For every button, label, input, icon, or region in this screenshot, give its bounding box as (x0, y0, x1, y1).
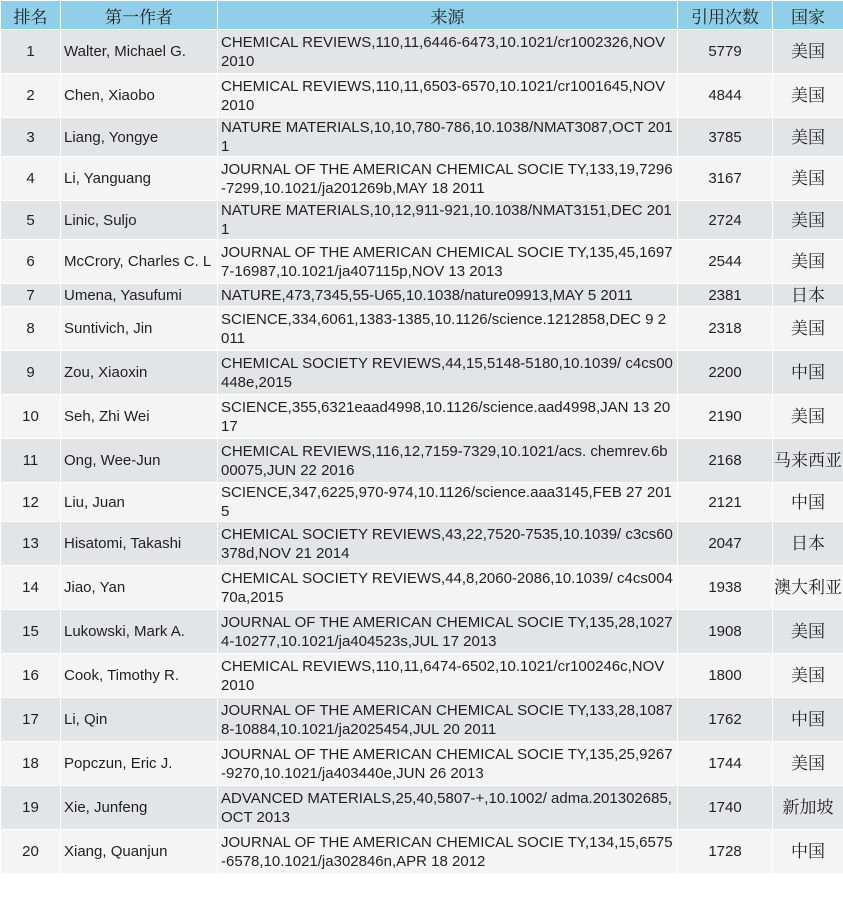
rank-cell: 5 (1, 201, 61, 240)
citation-count-cell: 1908 (678, 610, 773, 654)
country-cell: 中国 (773, 483, 843, 522)
table-row (1, 74, 843, 118)
citation-count-cell: 1800 (678, 654, 773, 698)
source-cell: JOURNAL OF THE AMERICAN CHEMICAL SOCIE TY,135,25,9267-9270,10.1021/ja403440e,JUN 26 2013 (218, 742, 678, 786)
source-cell: CHEMICAL REVIEWS,110,11,6503-6570,10.1021/cr1001645,NOV 2010 (218, 74, 678, 118)
first-author-cell: Umena, Yasufumi (61, 284, 218, 307)
first-author-cell: Zou, Xiaoxin (61, 351, 218, 395)
first-author-cell: Lukowski, Mark A. (61, 610, 218, 654)
country-cell: 美国 (773, 201, 843, 240)
table-row (1, 284, 843, 307)
source-cell: JOURNAL OF THE AMERICAN CHEMICAL SOCIE TY,135,45,16977-16987,10.1021/ja407115p,NOV 13 2013 (218, 240, 678, 284)
table-row (1, 30, 843, 74)
country-cell: 美国 (773, 74, 843, 118)
source-cell: CHEMICAL SOCIETY REVIEWS,44,8,2060-2086,10.1039/ c4cs00470a,2015 (218, 566, 678, 610)
table-row (1, 742, 843, 786)
source-cell: SCIENCE,355,6321eaad4998,10.1126/science.aad4998,JAN 13 2017 (218, 395, 678, 439)
rank-cell: 9 (1, 351, 61, 395)
source-cell: ADVANCED MATERIALS,25,40,5807-+,10.1002/ adma.201302685,OCT 2013 (218, 786, 678, 830)
source-cell: JOURNAL OF THE AMERICAN CHEMICAL SOCIE TY,133,19,7296-7299,10.1021/ja201269b,MAY 18 2011 (218, 157, 678, 201)
citation-count-cell: 1938 (678, 566, 773, 610)
first-author-cell: Suntivich, Jin (61, 307, 218, 351)
citation-count-cell: 5779 (678, 30, 773, 74)
citation-count-cell: 3167 (678, 157, 773, 201)
table-body (1, 30, 843, 874)
rank-cell: 12 (1, 483, 61, 522)
first-author-cell: Li, Yanguang (61, 157, 218, 201)
table-row (1, 786, 843, 830)
rank-cell: 20 (1, 830, 61, 874)
country-cell: 美国 (773, 395, 843, 439)
country-cell: 中国 (773, 830, 843, 874)
first-author-cell: Seh, Zhi Wei (61, 395, 218, 439)
source-cell: CHEMICAL SOCIETY REVIEWS,43,22,7520-7535,10.1039/ c3cs60378d,NOV 21 2014 (218, 522, 678, 566)
source-cell: SCIENCE,347,6225,970-974,10.1126/science.aaa3145,FEB 27 2015 (218, 483, 678, 522)
citation-count-cell: 2190 (678, 395, 773, 439)
rank-cell: 7 (1, 284, 61, 307)
first-author-cell: Ong, Wee-Jun (61, 439, 218, 483)
source-cell: CHEMICAL REVIEWS,110,11,6446-6473,10.1021/cr1002326,NOV 2010 (218, 30, 678, 74)
citation-count-cell: 1740 (678, 786, 773, 830)
table-row (1, 351, 843, 395)
country-cell: 美国 (773, 610, 843, 654)
first-author-cell: Xie, Junfeng (61, 786, 218, 830)
country-cell: 中国 (773, 351, 843, 395)
table-row (1, 566, 843, 610)
rank-cell: 17 (1, 698, 61, 742)
table-row (1, 157, 843, 201)
citation-count-cell: 1762 (678, 698, 773, 742)
rank-cell: 4 (1, 157, 61, 201)
source-cell: CHEMICAL REVIEWS,110,11,6474-6502,10.1021/cr100246c,NOV 2010 (218, 654, 678, 698)
source-cell: NATURE MATERIALS,10,10,780-786,10.1038/NMAT3087,OCT 2011 (218, 118, 678, 157)
table-header (1, 1, 843, 30)
header-rank: 排名 (1, 1, 61, 30)
citation-count-cell: 2381 (678, 284, 773, 307)
country-cell: 日本 (773, 522, 843, 566)
source-cell: JOURNAL OF THE AMERICAN CHEMICAL SOCIE TY,133,28,10878-10884,10.1021/ja2025454,JUL 20 2011 (218, 698, 678, 742)
country-cell: 中国 (773, 698, 843, 742)
first-author-cell: Li, Qin (61, 698, 218, 742)
citation-count-cell: 2200 (678, 351, 773, 395)
first-author-cell: Cook, Timothy R. (61, 654, 218, 698)
table-row (1, 522, 843, 566)
first-author-cell: Walter, Michael G. (61, 30, 218, 74)
source-cell: JOURNAL OF THE AMERICAN CHEMICAL SOCIE TY,135,28,10274-10277,10.1021/ja404523s,JUL 17 2013 (218, 610, 678, 654)
table-row (1, 118, 843, 157)
source-cell: SCIENCE,334,6061,1383-1385,10.1126/science.1212858,DEC 9 2011 (218, 307, 678, 351)
rank-cell: 14 (1, 566, 61, 610)
citation-count-cell: 4844 (678, 74, 773, 118)
header-first-author: 第一作者 (61, 1, 218, 30)
rank-cell: 2 (1, 74, 61, 118)
rank-cell: 11 (1, 439, 61, 483)
citation-count-cell: 1744 (678, 742, 773, 786)
country-cell: 新加坡 (773, 786, 843, 830)
citation-count-cell: 2724 (678, 201, 773, 240)
first-author-cell: Hisatomi, Takashi (61, 522, 218, 566)
first-author-cell: Liang, Yongye (61, 118, 218, 157)
header-citations: 引用次数 (678, 1, 773, 30)
first-author-cell: Jiao, Yan (61, 566, 218, 610)
citation-count-cell: 2121 (678, 483, 773, 522)
source-cell: JOURNAL OF THE AMERICAN CHEMICAL SOCIE TY,134,15,6575-6578,10.1021/ja302846n,APR 18 2012 (218, 830, 678, 874)
rank-cell: 10 (1, 395, 61, 439)
rank-cell: 6 (1, 240, 61, 284)
table-row (1, 307, 843, 351)
citation-count-cell: 3785 (678, 118, 773, 157)
table-row (1, 830, 843, 874)
citation-count-cell: 1728 (678, 830, 773, 874)
first-author-cell: Linic, Suljo (61, 201, 218, 240)
first-author-cell: McCrory, Charles C. L (61, 240, 218, 284)
citation-count-cell: 2047 (678, 522, 773, 566)
source-cell: NATURE MATERIALS,10,12,911-921,10.1038/NMAT3151,DEC 2011 (218, 201, 678, 240)
first-author-cell: Liu, Juan (61, 483, 218, 522)
source-cell: CHEMICAL REVIEWS,116,12,7159-7329,10.1021/acs. chemrev.6b00075,JUN 22 2016 (218, 439, 678, 483)
rank-cell: 18 (1, 742, 61, 786)
rank-cell: 8 (1, 307, 61, 351)
country-cell: 美国 (773, 118, 843, 157)
country-cell: 澳大利亚 (773, 566, 843, 610)
table-row (1, 395, 843, 439)
citation-count-cell: 2168 (678, 439, 773, 483)
rank-cell: 3 (1, 118, 61, 157)
source-cell: CHEMICAL SOCIETY REVIEWS,44,15,5148-5180,10.1039/ c4cs00448e,2015 (218, 351, 678, 395)
header-source: 来源 (218, 1, 678, 30)
table-row (1, 240, 843, 284)
rank-cell: 15 (1, 610, 61, 654)
first-author-cell: Popczun, Eric J. (61, 742, 218, 786)
rank-cell: 13 (1, 522, 61, 566)
country-cell: 美国 (773, 240, 843, 284)
source-cell: NATURE,473,7345,55-U65,10.1038/nature09913,MAY 5 2011 (218, 284, 678, 307)
country-cell: 马来西亚 (773, 439, 843, 483)
citation-count-cell: 2318 (678, 307, 773, 351)
country-cell: 美国 (773, 654, 843, 698)
header-country: 国家 (773, 1, 843, 30)
country-cell: 美国 (773, 742, 843, 786)
table-row (1, 439, 843, 483)
country-cell: 日本 (773, 284, 843, 307)
table-row (1, 698, 843, 742)
rank-cell: 19 (1, 786, 61, 830)
table-row (1, 201, 843, 240)
table-row (1, 610, 843, 654)
table-row (1, 654, 843, 698)
country-cell: 美国 (773, 157, 843, 201)
table-row (1, 483, 843, 522)
rank-cell: 16 (1, 654, 61, 698)
first-author-cell: Xiang, Quanjun (61, 830, 218, 874)
country-cell: 美国 (773, 30, 843, 74)
first-author-cell: Chen, Xiaobo (61, 74, 218, 118)
rank-cell: 1 (1, 30, 61, 74)
country-cell: 美国 (773, 307, 843, 351)
citation-count-cell: 2544 (678, 240, 773, 284)
